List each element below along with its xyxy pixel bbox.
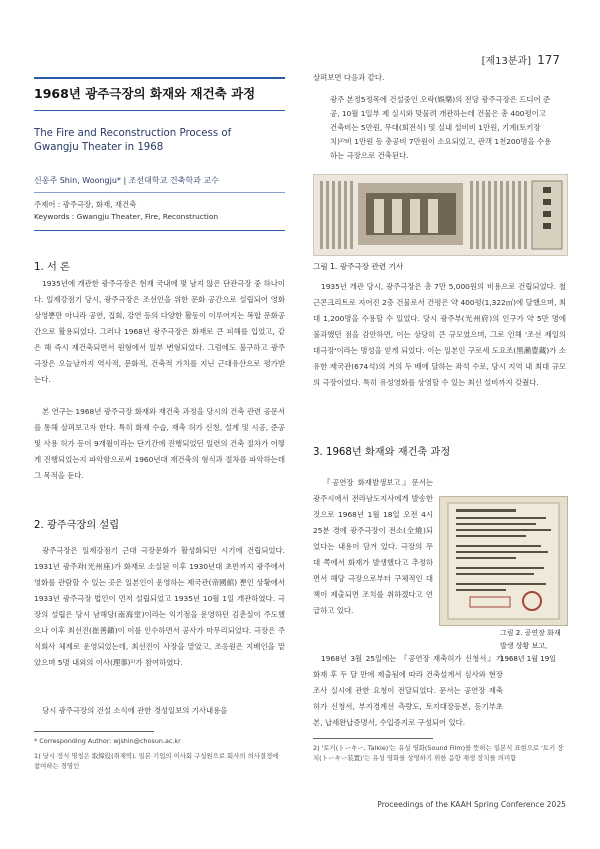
newspaper-quote: 광주 본정5정목에 건설중인 오락(娛樂)의 전당 광주극장은 드디어 준공, 10월 1일부 제 실시와 맞물려 개관하는데 건물은 총 400평이고 건축비는 5만원, 무대(회전식) 및 실내 설비비 1만원, 기계(토키장치)²⁾비 1만원 등 총공비 7만원이 소요되었고, 관객 1천200명을 수용하는 극장으로 건축된다. [330,95,552,160]
section-2-paragraph-1: 광주극장은 일제강점기 근대 극장문화가 활성화되던 시기에 건립되었다. 1931년 광주좌(光州座)가 화재로 소실된 이후 1930년대 초반까지 광주에서 영화를 관람할 수 있는 곳은 일본인이 운영하는 제국관(帝國館) 뿐인 상황에서 1933년 광주극장 법인이 먼저 설립되었고 1935년 10월 1일 개관하였다. 극장의 설립은 당시 남해당(南海堂)이라는 익기점을 운영하던 김춘실이 주도했으나 이후 최선진(崔善鎭)이 이를 인수하면서 공사가 마무리되었다. 극장은 주식회사 체제로 운영되었는데, 최선진이 사장을 맡았고, 조응원은 지배인을 맡았으며 5명 내외의 이사(理事)¹⁾가 참여하였다. [34,546,285,667]
footnote-divider [34,731,154,732]
title-top-rule [34,77,285,79]
section-1-paragraph-2: 본 연구는 1968년 광주극장 화재와 재건축 과정을 당시의 건축 관련 공문서를 통해 살펴보고자 한다. 특히 화재 수습, 재축 허가 신청, 설계 및 시공, 준공 및 사용 허가 등이 9개월이라는 단기간에 진행되었던 일련의 건축 절차가 어떻게 진행되었는지 파악함으로써 1960년대 재건축의 형식과 절차를 파악하는데 그 목적을 둔다. [34,407,285,480]
newspaper-image [314,175,567,255]
authors-divider [34,192,285,193]
title-bottom-rule [34,110,285,111]
section-3-title: 3. 1968년 화재와 재건축 과정 [313,447,451,458]
session-tag: [제13분과] [481,56,532,67]
right-paragraph-1: 1935년 개관 당시, 광주극장은 총 7만 5,000원의 비용으로 건립되었다. 철근콘크리트로 지어진 2층 건물로서 건평은 약 400평(1,322㎡)에 달했으며, 최대 1,200명을 수용할 수 있었다. 당시 광주부(光州府)의 인구가 약 5만 명에 불과했던 점을 감안하면, 이는 상당히 큰 규모였으며, 그로 인해 '조선 제일의 대극장'이라는 명성을 얻게 되었다. 이는 일본인 구로세 도요조(黑瀨豊藏)가 소유한 제국관(674석)의 거의 두 배에 달하는 좌석 수로, 당시 지역 내 최대 규모의 극장이었다. 특히 유성영화를 상영할 수 있는 최신 설비까지 갖췄다. [313,282,566,387]
section-1-title: 1. 서 론 [34,262,70,273]
authors: 신옹주 Shin, Woongju* | 조선대학교 건축학과 교수 [34,176,219,185]
page-number: 177 [537,53,560,67]
conference-footer: Proceedings of the KAAH Spring Conference 2025 [377,800,566,809]
section-2-paragraph-2: 당시 광주극장의 건설 소식에 관한 경성일보의 기사내용을 [42,706,228,715]
keywords-divider [34,230,285,231]
footnote-2: 2) '토키(トーキー, Talkie)'는 유성 영화(Sound Film)를 뜻하는 일본식 표현으로 '토키 장치(トーキー装置)'는 유성 영화를 상영하기 위한 음향 재생 장치를 의미함 [313,744,564,762]
page-header [482,52,560,67]
section-3-paragraph-2-start: 1968년 3월 25일에는 『공연장 재축허가 신청서』가 화재 후 두 달 만에 제출됨에 따라 건축설계서 심사와 현장조사 실시에 관한 요청이 전달되었다. 문서는 공연장 재축허가 신청서, 부지경계선 측량도, 토지대장등본, 등기부초본, 납세완납증명서, 수입증지로 구성되어 있다. [313,654,503,727]
section-3-paragraph-1: 『공연장 화재발생보고』문서는 광주시에서 전라남도지사에게 발송한 것으로 1968년 1월 18일 오전 4시 25분 경에 광주극장이 전소(全燒)되었다는 내용이 담겨 있다. 극장의 무대 쪽에서 화재가 발생했다고 추정하면서 해당 극장으로부터 구체적인 대책이 제출되면 조치를 취하겠다고 언급하고 있다. [313,478,433,615]
figure-1-caption: 그림 1. 광주극장 관련 기사 [313,262,404,271]
figure-2-document [439,496,568,626]
keywords-korean: 주제어 : 광주극장, 화재, 재건축 [34,200,137,209]
document-image [440,497,567,625]
paper-title-english: The Fire and Reconstruction Process of Gwangju Theater in 1968 [34,128,232,153]
right-footnote-divider [313,738,433,739]
figure-1-newspaper-clipping [313,174,568,256]
figure-2-caption: 그림 2. 공연장 화재발생 상황 보고, 1968년 1월 19일 [500,629,561,663]
section-2-title: 2. 광주극장의 설립 [34,520,120,531]
section-1-paragraph-1: 1935년에 개관한 광주극장은 현재 국내에 몇 남지 않은 단관극장 중 하나이다. 일제강점기 당시, 광주극장은 조선인을 위한 문화 공간으로 설립되어 영화 상영뿐만 아니라 공연, 집회, 강연 등의 다양한 활동이 이루어지는 복합 문화공간으로 활용되었다. 그러나 1968년 광주극장은 화재로 큰 피해를 입었고, 같은 해 즉시 재건축되면서 원형에서 일부 변형되었다. 그럼에도 불구하고 광주극장은 오늘날까지 역사적, 문화적, 건축적 가치를 지닌 근대유산으로 평가받는다. [34,279,285,384]
keywords [34,199,285,223]
paper-title: 1968년 광주극장의 화재와 재건축 과정 [34,86,256,101]
corresponding-author: * Corresponding Author: wjshin@chosun.ac.kr [34,737,181,745]
keywords-english: Keywords : Gwangju Theater, Fire, Reconstruction [34,212,219,221]
right-paragraph-0: 살펴보면 다음과 같다. [313,73,385,82]
footnote-1: 1) 당시 정식 명칭은 取締役(취제역). 일본 기업의 이사회 구성원으로 회사의 의사결정에 참여하는 경영인 [34,752,279,770]
